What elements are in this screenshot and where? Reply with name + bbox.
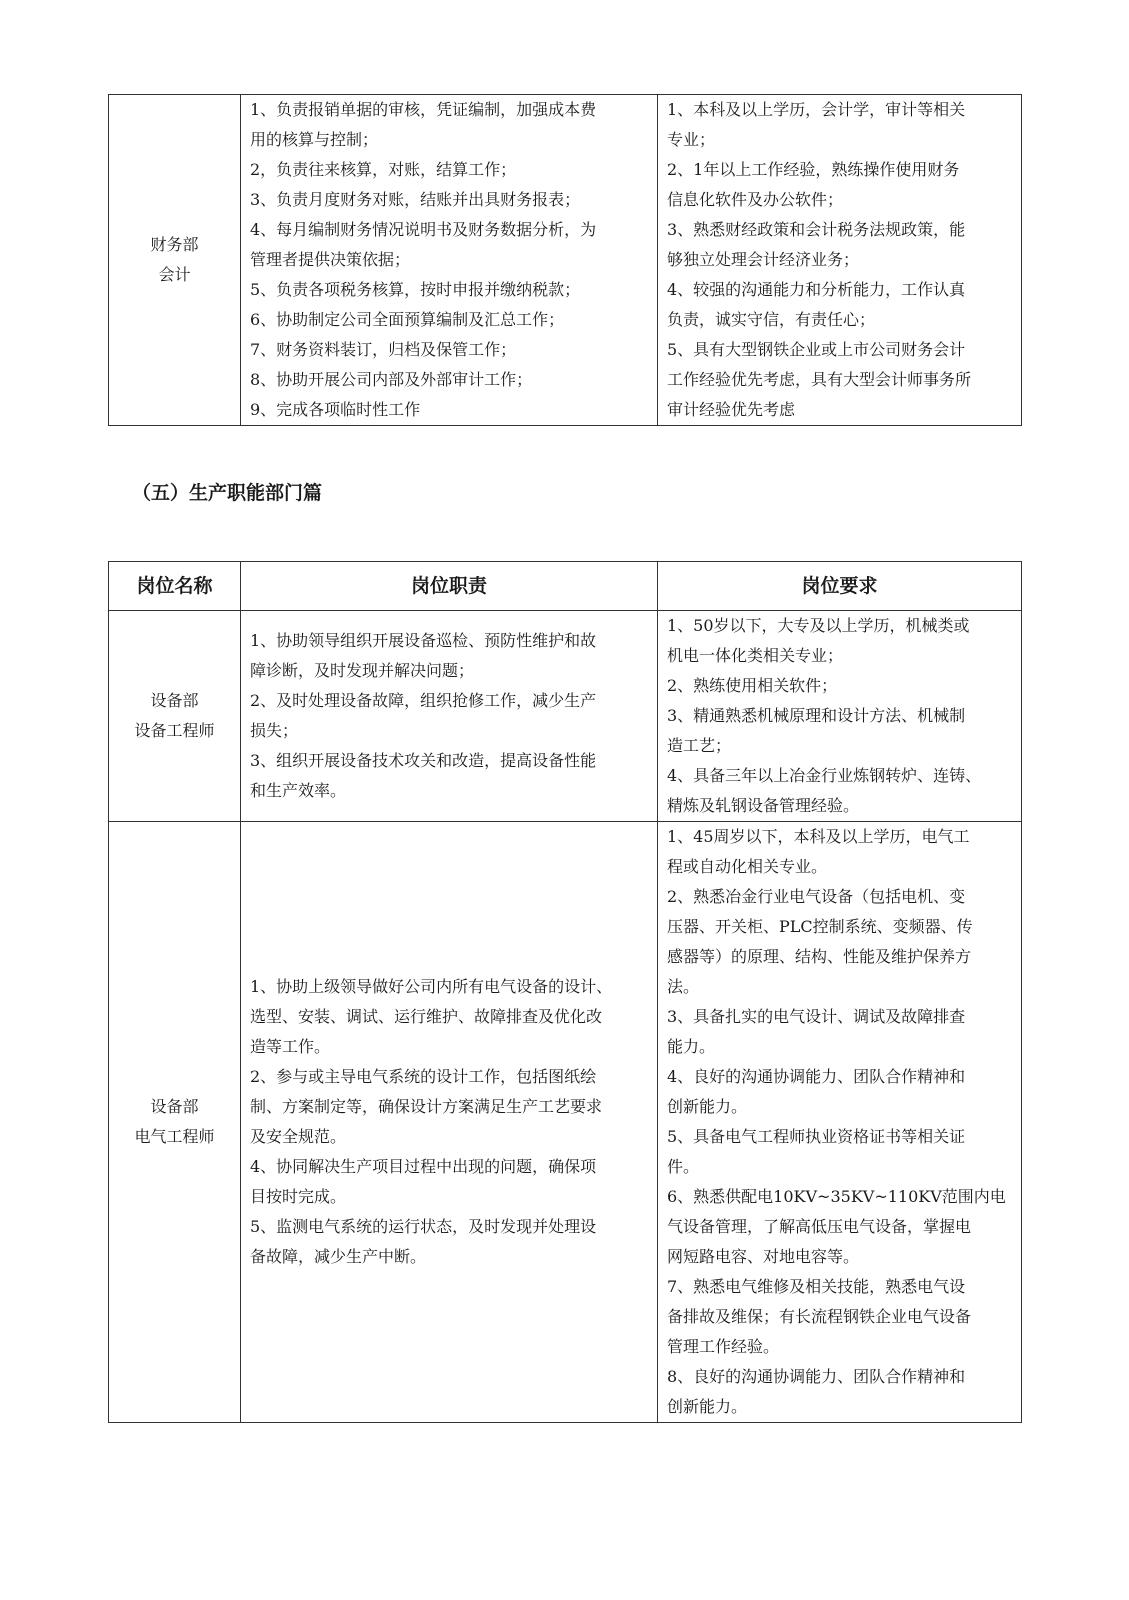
requirement-line: 法。 <box>667 977 700 996</box>
requirement-line: 3、熟悉财经政策和会计税务法规政策，能 <box>667 220 966 239</box>
requirement-line: 专业； <box>667 130 716 149</box>
finance-table <box>108 94 1022 426</box>
post-name-cell <box>109 822 241 1423</box>
requirement-line: 4、良好的沟通协调能力、团队合作精神和 <box>667 1067 966 1086</box>
duty-line: 4、协同解决生产项目过程中出现的问题，确保项 <box>250 1157 597 1176</box>
requirement-line: 5、具备电气工程师执业资格证书等相关证 <box>667 1127 966 1146</box>
production-table <box>108 561 1022 1423</box>
requirement-line: 创新能力。 <box>667 1397 748 1416</box>
requirement-line: 3、具备扎实的电气设计、调试及故障排查 <box>667 1007 966 1026</box>
duty-line: 障诊断，及时发现并解决问题； <box>250 661 475 680</box>
post-title: 设备工程师 <box>134 721 215 740</box>
duty-line: 2、参与或主导电气系统的设计工作，包括图纸绘 <box>250 1067 597 1086</box>
requirement-line: 气设备管理，了解高低压电气设备，掌握电 <box>667 1217 972 1236</box>
duty-line: 2，负责往来核算，对账，结算工作； <box>250 160 517 179</box>
duties-cell <box>241 95 658 426</box>
requirement-line: 备排故及维保；有长流程钢铁企业电气设备 <box>667 1307 972 1326</box>
requirement-line: 件。 <box>667 1157 700 1176</box>
duty-line: 及安全规范。 <box>250 1127 347 1146</box>
requirement-line: 审计经验优先考虑 <box>667 400 796 419</box>
duty-line: 4、每月编制财务情况说明书及财务数据分析，为 <box>250 220 597 239</box>
header-duties: 岗位职责 <box>241 562 658 611</box>
requirement-line: 精炼及轧钢设备管理经验。 <box>667 796 860 815</box>
section-title: （五）生产职能部门篇 <box>132 482 323 504</box>
requirement-line: 4、较强的沟通能力和分析能力，工作认真 <box>667 280 966 299</box>
requirement-line: 1、50岁以下，大专及以上学历，机械类或 <box>667 616 970 635</box>
duty-line: 1、负责报销单据的审核，凭证编制，加强成本费 <box>250 100 597 119</box>
table-row <box>109 822 1022 1423</box>
duty-line: 用的核算与控制； <box>250 130 379 149</box>
requirement-line: 压器、开关柜、PLC控制系统、变频器、传 <box>667 917 973 936</box>
requirement-line: 信息化软件及办公软件； <box>667 190 844 209</box>
post-department: 设备部 <box>150 691 199 710</box>
requirements-cell <box>658 822 1022 1423</box>
requirement-line: 4、具备三年以上冶金行业炼钢转炉、连铸、 <box>667 766 982 785</box>
duty-line: 8、协助开展公司内部及外部审计工作； <box>250 370 533 389</box>
duty-line: 管理者提供决策依据； <box>250 250 411 269</box>
header-requirements: 岗位要求 <box>658 562 1022 611</box>
duty-line: 损失； <box>250 721 299 740</box>
requirements-cell <box>658 611 1022 822</box>
duty-line: 选型、安装、调试、运行维护、故障排查及优化改 <box>250 1007 603 1026</box>
requirement-line: 2、熟练使用相关软件； <box>667 676 838 695</box>
duty-line: 7、财务资料装订，归档及保管工作； <box>250 340 517 359</box>
duty-line: 3、负责月度财务对账，结账并出具财务报表； <box>250 190 581 209</box>
duty-line: 1、协助领导组织开展设备巡检、预防性维护和故 <box>250 631 597 650</box>
requirements-cell <box>658 95 1022 426</box>
requirement-line: 程或自动化相关专业。 <box>667 857 828 876</box>
table-row <box>109 95 1022 426</box>
duty-line: 2、及时处理设备故障，组织抢修工作，减少生产 <box>250 691 597 710</box>
post-title: 会计 <box>158 265 191 284</box>
post-name-cell <box>109 611 241 822</box>
duty-line: 5、负责各项税务核算，按时申报并缴纳税款； <box>250 280 581 299</box>
requirement-line: 8、良好的沟通协调能力、团队合作精神和 <box>667 1367 966 1386</box>
duty-line: 制、方案制定等，确保设计方案满足生产工艺要求 <box>250 1097 603 1116</box>
duty-line: 6、协助制定公司全面预算编制及汇总工作； <box>250 310 565 329</box>
post-title: 电气工程师 <box>134 1127 215 1146</box>
post-department: 设备部 <box>150 1097 199 1116</box>
requirement-line: 造工艺； <box>667 736 732 755</box>
requirement-line: 6、熟悉供配电10KV~35KV~110KV范围内电 <box>667 1187 1006 1206</box>
requirement-line: 1、45周岁以下，本科及以上学历，电气工 <box>667 827 970 846</box>
table-row <box>109 611 1022 822</box>
requirement-line: 能力。 <box>667 1037 716 1056</box>
post-department: 财务部 <box>150 235 199 254</box>
duty-line: 1、协助上级领导做好公司内所有电气设备的设计、 <box>250 977 613 996</box>
requirement-line: 机电一体化类相关专业； <box>667 646 844 665</box>
requirement-line: 负责，诚实守信，有责任心； <box>667 310 876 329</box>
requirement-line: 7、熟悉电气维修及相关技能，熟悉电气设 <box>667 1277 966 1296</box>
duty-line: 造等工作。 <box>250 1037 331 1056</box>
duty-line: 和生产效率。 <box>250 781 347 800</box>
requirement-line: 管理工作经验。 <box>667 1337 780 1356</box>
duty-line: 5、监测电气系统的运行状态，及时发现并处理设 <box>250 1217 597 1236</box>
requirement-line: 感器等）的原理、结构、性能及维护保养方 <box>667 947 972 966</box>
duties-cell <box>241 611 658 822</box>
requirement-line: 5、具有大型钢铁企业或上市公司财务会计 <box>667 340 966 359</box>
requirement-line: 3、精通熟悉机械原理和设计方法、机械制 <box>667 706 966 725</box>
requirement-line: 工作经验优先考虑，具有大型会计师事务所 <box>667 370 972 389</box>
duty-line: 目按时完成。 <box>250 1187 347 1206</box>
requirement-line: 够独立处理会计经济业务； <box>667 250 860 269</box>
duty-line: 9、完成各项临时性工作 <box>250 400 421 419</box>
requirement-line: 创新能力。 <box>667 1097 748 1116</box>
requirement-line: 2、1年以上工作经验，熟练操作使用财务 <box>667 160 960 179</box>
duty-line: 备故障，减少生产中断。 <box>250 1247 427 1266</box>
post-name-cell <box>109 95 241 426</box>
table-header-row <box>109 562 1022 611</box>
requirement-line: 网短路电容、对地电容等。 <box>667 1247 860 1266</box>
header-post-name: 岗位名称 <box>109 562 241 611</box>
requirement-line: 2、熟悉冶金行业电气设备（包括电机、变 <box>667 887 966 906</box>
duty-line: 3、组织开展设备技术攻关和改造，提高设备性能 <box>250 751 597 770</box>
requirement-line: 1、本科及以上学历，会计学，审计等相关 <box>667 100 966 119</box>
duties-cell <box>241 822 658 1423</box>
